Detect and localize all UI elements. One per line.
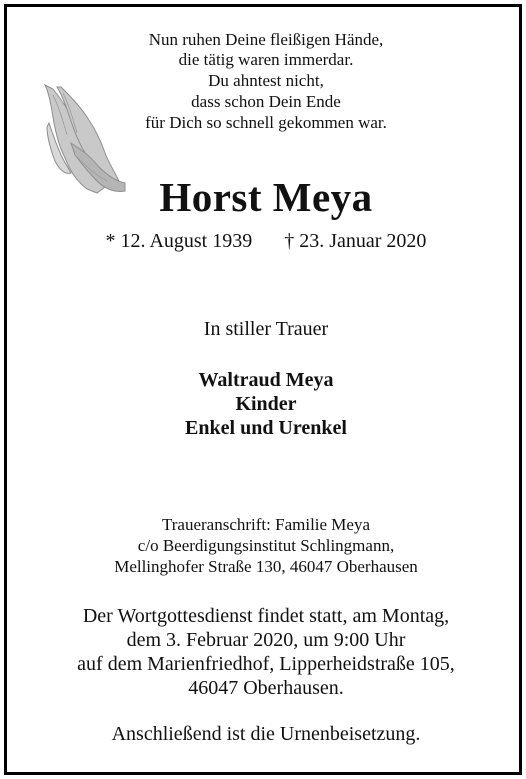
birth-date: * 12. August 1939 [105,230,253,252]
service-line: 46047 Oberhausen. [188,677,344,699]
obituary-frame [4,4,522,775]
service-line: auf dem Marienfriedhof, Lipperheidstraße 105, [77,653,455,675]
life-dates [7,230,525,253]
death-date: † 23. Januar 2020 [284,230,427,252]
poem-line: dass schon Dein Ende [191,92,341,111]
mourning-heading: In stiller Trauer [203,318,329,340]
mourner-name: Waltraud Meya [198,369,334,391]
address-line: Mellinghofer Straße 130, 46047 Oberhausen [114,557,418,576]
service-line: Der Wortgottesdienst findet statt, am Montag, [82,605,450,627]
poem-line: für Dich so schnell gekommen war. [145,113,387,132]
mourner-name: Kinder [235,393,297,415]
address-line: Traueranschrift: Familie Meya [161,515,371,534]
poem-line: Du ahntest nicht, [208,71,324,90]
mourner-name: Enkel und Urenkel [185,417,347,439]
closing-note: Anschließend ist die Urnenbeisetzung. [111,723,421,745]
poem-line: Nun ruhen Deine fleißigen Hände, [148,30,384,49]
address-line: c/o Beerdigungsinstitut Schlingmann, [137,536,395,555]
service-line: dem 3. Februar 2020, um 9:00 Uhr [126,629,406,651]
poem-line: die tätig waren immerdar. [178,50,354,69]
deceased-name: Horst Meya [159,174,373,220]
